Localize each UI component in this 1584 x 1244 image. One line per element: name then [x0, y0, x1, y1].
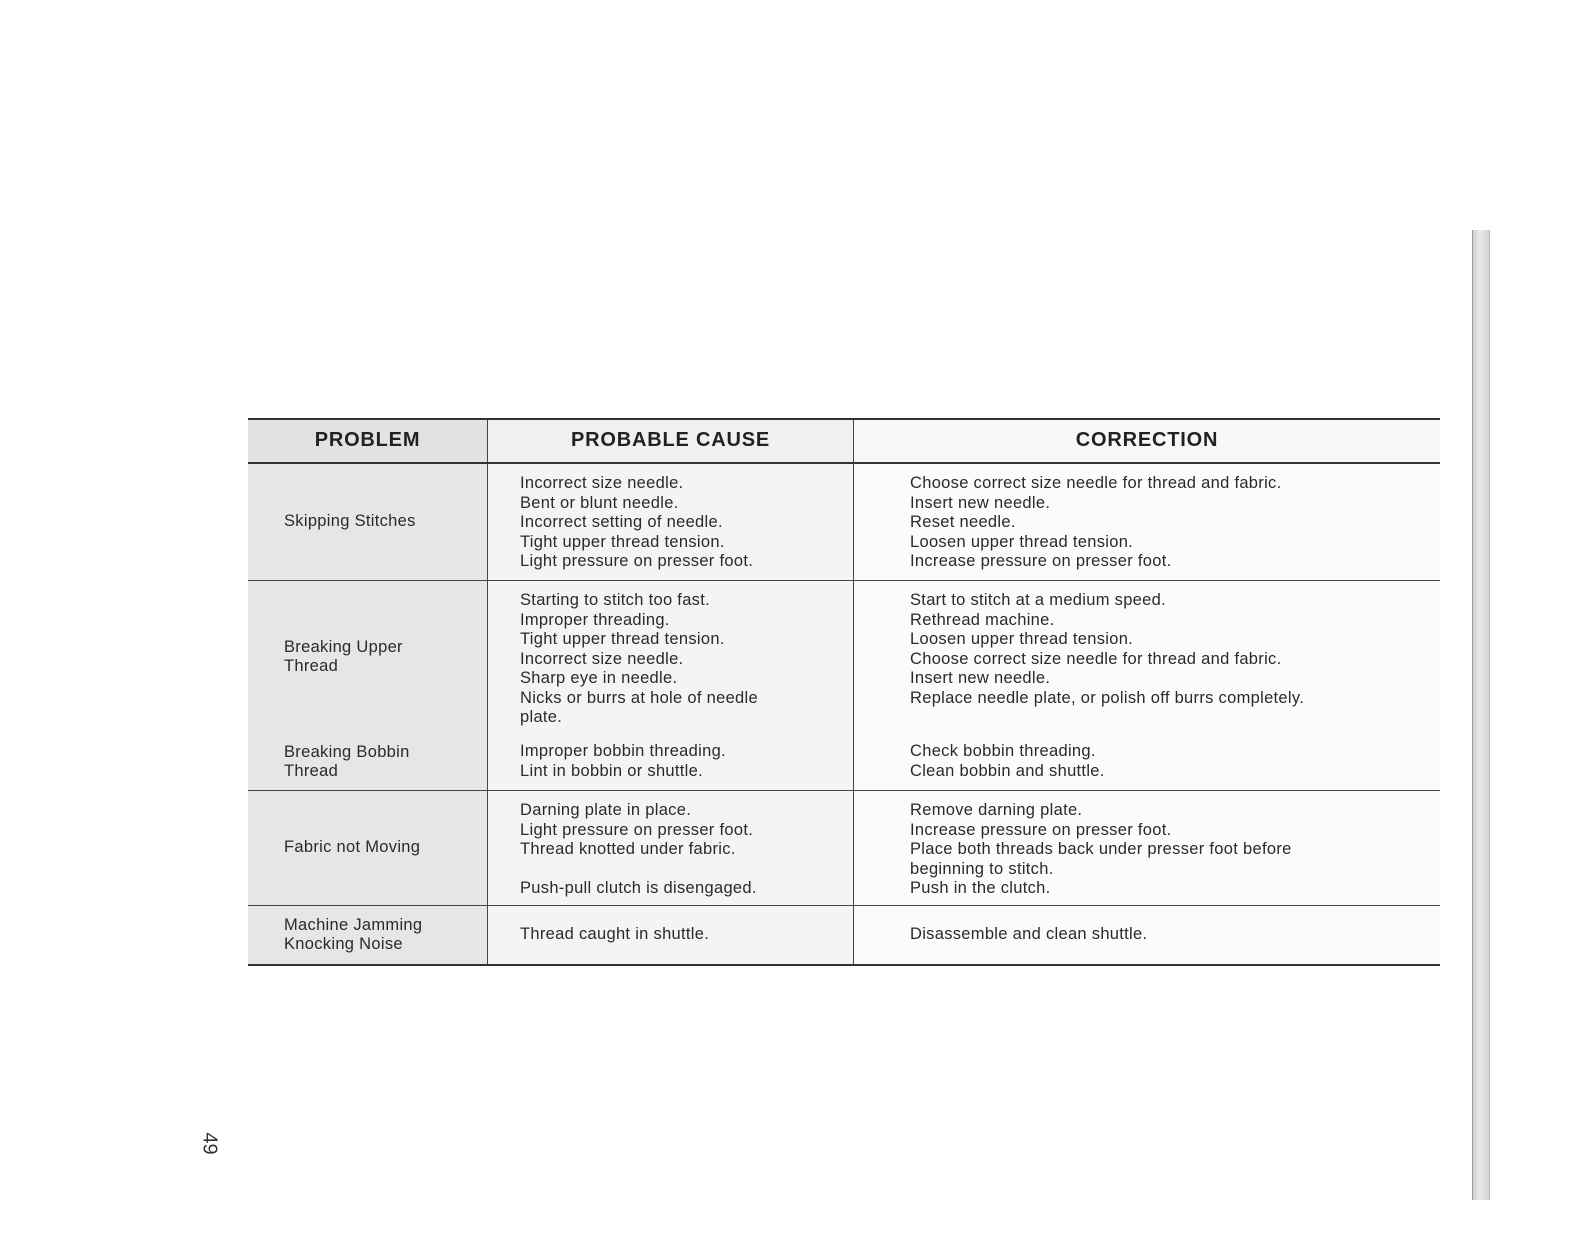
- correction-line: Clean bobbin and shuttle.: [910, 761, 1105, 780]
- correction-line: Check bobbin threading.: [910, 742, 1096, 760]
- cause-line: Tight upper thread tension.: [520, 532, 725, 551]
- page-edge-strip: [1472, 230, 1490, 1200]
- cause-line: Improper bobbin threading.: [520, 742, 726, 760]
- correction-line: Replace needle plate, or polish off burrs completely.: [910, 688, 1305, 707]
- cause-line: Bent or blunt needle.: [520, 493, 679, 512]
- cause-cell: [488, 581, 854, 734]
- cause-line: Lint in bobbin or shuttle.: [520, 761, 703, 780]
- table-row: [248, 464, 1440, 581]
- cause-line: Tight upper thread tension.: [520, 630, 725, 648]
- correction-line: Loosen upper thread tension.: [910, 630, 1134, 648]
- problem-cell: Fabric not Moving: [248, 791, 488, 905]
- correction-cell: [854, 464, 1440, 580]
- correction-line: Disassemble and clean shuttle.: [910, 925, 1148, 944]
- problem-cell: Breaking Bobbin Thread: [248, 734, 488, 790]
- cause-line: Push-pull clutch is disengaged.: [520, 879, 757, 897]
- correction-line: beginning to stitch.: [910, 859, 1054, 878]
- cause-line: Light pressure on presser foot.: [520, 820, 754, 839]
- cause-cell: [488, 464, 854, 580]
- correction-line: Place both threads back under presser foot before: [910, 840, 1292, 858]
- table-row: [248, 791, 1440, 906]
- cause-line: Improper threading.: [520, 610, 670, 629]
- cause-line: Incorrect size needle.: [520, 474, 684, 492]
- cause-line: Sharp eye in needle.: [520, 669, 678, 687]
- cause-line: Starting to stitch too fast.: [520, 591, 710, 609]
- correction-line: Loosen upper thread tension.: [910, 532, 1134, 551]
- correction-line: Choose correct size needle for thread and fabric.: [910, 649, 1282, 668]
- table-row: [248, 734, 1440, 791]
- troubleshooting-table: [248, 418, 1440, 966]
- cause-spacer: [520, 860, 853, 880]
- correction-line: Rethread machine.: [910, 610, 1055, 629]
- table-header-row: [248, 420, 1440, 464]
- cause-line: Incorrect setting of needle.: [520, 513, 723, 531]
- correction-line: Insert new needle.: [910, 669, 1051, 687]
- cause-line: Darning plate in place.: [520, 801, 692, 819]
- correction-line: Start to stitch at a medium speed.: [910, 591, 1166, 609]
- header-probable-cause: PROBABLE CAUSE: [488, 420, 854, 462]
- cause-line: Thread knotted under fabric.: [520, 840, 736, 858]
- correction-cell: [854, 734, 1440, 790]
- header-correction: CORRECTION: [854, 420, 1440, 462]
- problem-cell: Breaking Upper Thread: [248, 581, 488, 734]
- cause-line: Nicks or burrs at hole of needle: [520, 688, 758, 707]
- cause-line: Thread caught in shuttle.: [520, 925, 710, 944]
- correction-line: Insert new needle.: [910, 493, 1051, 512]
- correction-line: Increase pressure on presser foot.: [910, 552, 1172, 570]
- cause-line: plate.: [520, 708, 563, 726]
- correction-line: Reset needle.: [910, 513, 1016, 531]
- correction-line: Choose correct size needle for thread and fabric.: [910, 474, 1282, 492]
- cause-cell: [488, 734, 854, 790]
- correction-cell: [854, 906, 1440, 964]
- cause-line: Light pressure on presser foot.: [520, 552, 754, 570]
- page-number: 49: [198, 1132, 221, 1155]
- problem-cell: Skipping Stitches: [248, 464, 488, 580]
- cause-cell: [488, 906, 854, 964]
- correction-line: Increase pressure on presser foot.: [910, 820, 1172, 839]
- table-row: [248, 906, 1440, 964]
- cause-line: Incorrect size needle.: [520, 649, 684, 668]
- table-row: [248, 581, 1440, 734]
- cause-cell: [488, 791, 854, 905]
- correction-cell: [854, 581, 1440, 734]
- correction-cell: [854, 791, 1440, 905]
- correction-line: Push in the clutch.: [910, 879, 1051, 897]
- correction-line: Remove darning plate.: [910, 801, 1083, 819]
- header-problem: PROBLEM: [248, 420, 488, 462]
- problem-cell: Machine Jamming Knocking Noise: [248, 906, 488, 964]
